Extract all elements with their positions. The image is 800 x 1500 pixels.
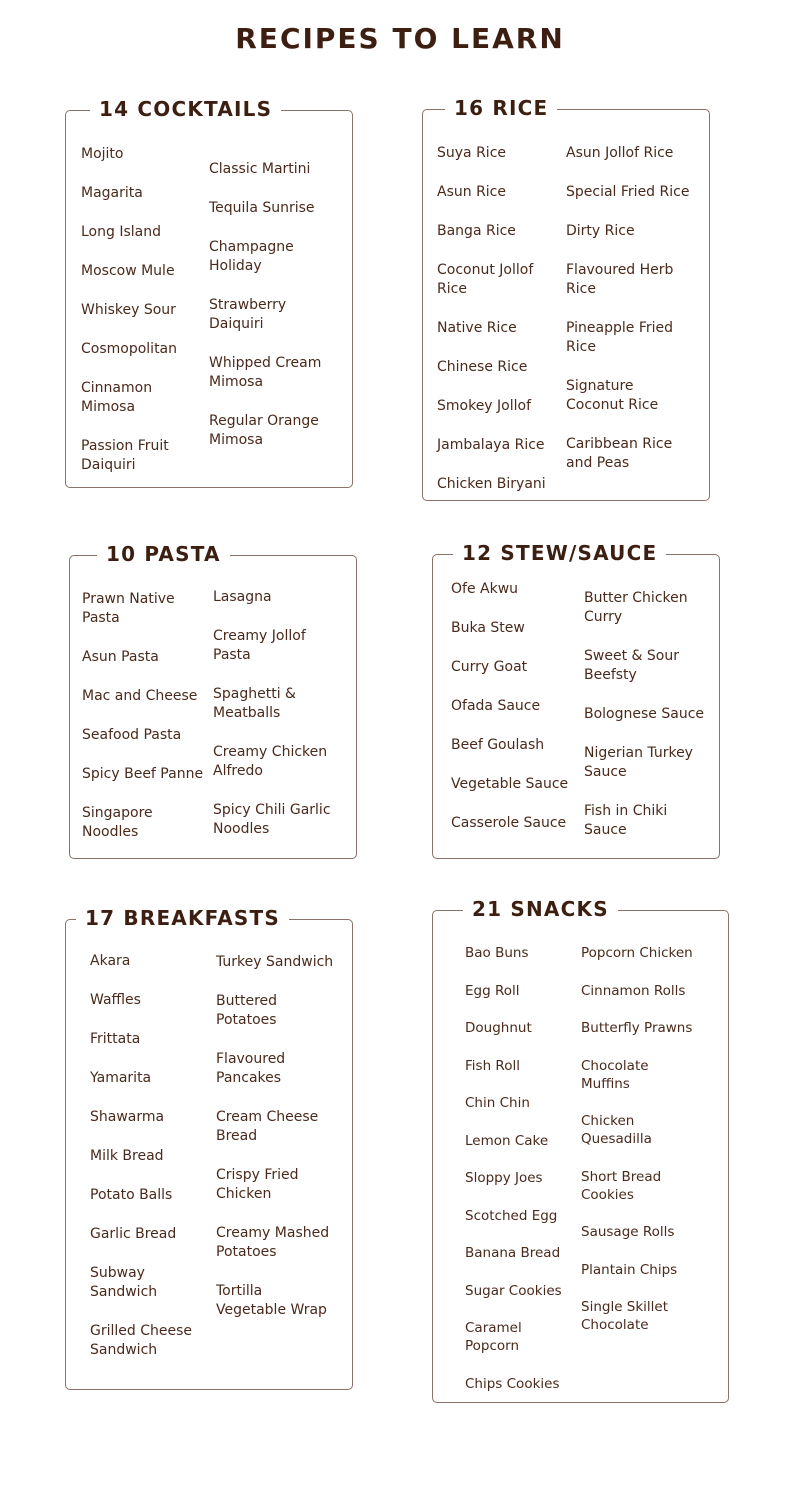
cocktails-right-item: Champagne Holiday	[209, 239, 294, 274]
pasta-right-item: Creamy Jollof Pasta	[213, 628, 306, 663]
snacks-right-item: Butterfly Prawns	[581, 1020, 693, 1036]
breakfasts-left-item: Shawarma	[90, 1109, 165, 1125]
cocktails-left-item: Cinnamon Mimosa	[81, 380, 153, 415]
breakfasts-left-item: Akara	[90, 953, 131, 969]
rice-left-item: Native Rice	[437, 320, 517, 336]
snacks-right-item: Chicken Quesadilla	[581, 1113, 652, 1147]
cocktails-card	[65, 97, 353, 488]
cocktails-left-item: Moscow Mule	[81, 263, 175, 279]
rice-left-list	[437, 144, 555, 494]
breakfasts-left-item: Frittata	[90, 1031, 141, 1047]
snacks-left-item: Lemon Cake	[465, 1132, 549, 1149]
breakfasts-right-list	[216, 953, 334, 1320]
stew-right-item: Nigerian Turkey Sauce	[584, 745, 693, 780]
breakfasts-right-item: Turkey Sandwich	[216, 954, 334, 970]
stew-left-item: Ofada Sauce	[451, 698, 541, 714]
rice-right-item: Asun Jollof Rice	[566, 145, 674, 161]
breakfasts-left-item: Grilled Cheese Sandwich	[90, 1323, 193, 1358]
stew-left-item: Beef Goulash	[451, 737, 545, 753]
stew-right-item: Sweet & Sour Beefsty	[584, 648, 679, 683]
cocktails-right-item: Regular Orange Mimosa	[209, 413, 319, 448]
rice-right-item: Caribbean Rice and Peas	[566, 436, 673, 471]
snacks-left-list	[465, 944, 577, 1393]
rice-left-item: Smokey Jollof	[437, 398, 532, 414]
cocktails-left-item: Magarita	[81, 185, 143, 201]
snacks-left-item: Egg Roll	[465, 982, 520, 999]
rice-left-item: Jambalaya Rice	[437, 437, 545, 453]
breakfasts-left-item: Waffles	[90, 992, 141, 1008]
snacks-right-list	[581, 944, 697, 1334]
stew-right-list	[584, 589, 710, 840]
pasta-left-item: Prawn Native Pasta	[82, 591, 175, 626]
cocktails-right-item: Classic Martini	[209, 161, 311, 177]
pasta-left-list	[82, 590, 204, 842]
snacks-card	[432, 897, 729, 1403]
breakfasts-left-item: Yamarita	[90, 1070, 152, 1086]
pasta-right-item: Lasagna	[213, 589, 272, 605]
snacks-heading: 21 SNACKS	[463, 895, 618, 923]
cocktails-left-item: Passion Fruit Daiquiri	[81, 438, 169, 473]
breakfasts-heading: 17 BREAKFASTS	[76, 904, 289, 932]
rice-left-item: Banga Rice	[437, 223, 516, 239]
cocktails-heading: 14 COCKTAILS	[90, 95, 281, 123]
snacks-left-item: Fish Roll	[465, 1057, 520, 1074]
stew-left-item: Curry Goat	[451, 659, 528, 675]
cocktails-right-item: Tequila Sunrise	[209, 200, 315, 216]
stew-left-item: Buka Stew	[451, 620, 525, 636]
cocktails-right-item: Whipped Cream Mimosa	[209, 355, 322, 390]
snacks-left-item: Scotched Egg	[465, 1207, 558, 1224]
rice-left-item: Chicken Biryani	[437, 476, 546, 492]
pasta-right-list	[213, 588, 339, 839]
pasta-right-item: Creamy Chicken Alfredo	[213, 744, 328, 779]
cocktails-right-list	[209, 160, 333, 450]
rice-heading: 16 RICE	[445, 94, 557, 122]
rice-card	[422, 96, 710, 501]
cocktails-left-list	[81, 145, 199, 475]
snacks-right-item: Popcorn Chicken	[581, 945, 693, 961]
snacks-left-item: Chin Chin	[465, 1095, 530, 1111]
rice-right-item: Signature Coconut Rice	[566, 378, 659, 413]
snacks-right-item: Short Bread Cookies	[581, 1168, 662, 1203]
stew-left-item: Casserole Sauce	[451, 815, 567, 831]
cocktails-left-item: Whiskey Sour	[81, 302, 176, 318]
breakfasts-right-item: Crispy Fried Chicken	[216, 1167, 299, 1202]
breakfasts-left-item: Garlic Bread	[90, 1226, 177, 1242]
pasta-left-item: Asun Pasta	[82, 649, 159, 665]
snacks-left-item: Doughnut	[465, 1020, 532, 1036]
pasta-card	[69, 542, 357, 859]
rice-right-item: Dirty Rice	[566, 223, 635, 239]
cocktails-left-item: Cosmopolitan	[81, 341, 178, 357]
snacks-left-item: Sloppy Joes	[465, 1170, 543, 1186]
stew-right-item: Fish in Chiki Sauce	[584, 803, 668, 838]
snacks-right-item: Single Skillet Chocolate	[581, 1299, 669, 1333]
cocktails-right-item: Strawberry Daiquiri	[209, 297, 287, 332]
breakfasts-left-item: Milk Bread	[90, 1148, 164, 1164]
snacks-right-item: Sausage Rolls	[581, 1224, 675, 1240]
snacks-left-item: Sugar Cookies	[465, 1282, 562, 1299]
snacks-left-item: Caramel Popcorn	[465, 1320, 522, 1354]
breakfasts-left-list	[90, 952, 204, 1360]
cocktails-left-item: Long Island	[81, 224, 161, 240]
stew-right-item: Butter Chicken Curry	[584, 590, 688, 625]
stew-heading: 12 STEW/SAUCE	[453, 539, 666, 567]
pasta-left-item: Singapore Noodles	[82, 805, 153, 840]
breakfasts-left-item: Potato Balls	[90, 1187, 173, 1203]
snacks-left-item: Banana Bread	[465, 1245, 561, 1261]
snacks-right-item: Plantain Chips	[581, 1261, 678, 1278]
stew-card	[432, 541, 720, 859]
pasta-left-item: Spicy Beef Panne	[82, 766, 204, 782]
rice-right-list	[566, 144, 690, 473]
pasta-right-item: Spicy Chili Garlic Noodles	[213, 802, 331, 837]
snacks-left-item: Bao Buns	[465, 945, 529, 961]
snacks-left-item: Chips Cookies	[465, 1375, 560, 1392]
pasta-left-item: Mac and Cheese	[82, 688, 198, 704]
rice-right-item: Pineapple Fried Rice	[566, 320, 673, 355]
breakfasts-left-item: Subway Sandwich	[90, 1265, 158, 1300]
pasta-right-item: Spaghetti & Meatballs	[213, 686, 296, 721]
pasta-heading: 10 PASTA	[97, 540, 230, 568]
snacks-right-item: Chocolate Muffins	[581, 1057, 649, 1092]
breakfasts-right-item: Cream Cheese Bread	[216, 1109, 319, 1144]
rice-left-item: Chinese Rice	[437, 359, 528, 375]
rice-left-item: Coconut Jollof Rice	[437, 262, 534, 297]
stew-left-item: Ofe Akwu	[451, 581, 519, 597]
breakfasts-card	[65, 906, 353, 1390]
cocktails-left-item: Mojito	[81, 146, 124, 162]
page-title: RECIPES TO LEARN	[235, 22, 565, 55]
breakfasts-right-item: Creamy Mashed Potatoes	[216, 1225, 330, 1260]
rice-right-item: Special Fried Rice	[566, 184, 690, 200]
rice-right-item: Flavoured Herb Rice	[566, 262, 674, 297]
rice-left-item: Suya Rice	[437, 145, 507, 161]
stew-left-list	[451, 580, 581, 833]
breakfasts-right-item: Flavoured Pancakes	[216, 1051, 286, 1086]
pasta-left-item: Seafood Pasta	[82, 727, 182, 743]
snacks-right-item: Cinnamon Rolls	[581, 982, 686, 999]
rice-left-item: Asun Rice	[437, 184, 506, 200]
breakfasts-right-item: Tortilla Vegetable Wrap	[216, 1283, 327, 1318]
stew-left-item: Vegetable Sauce	[451, 776, 569, 792]
stew-right-item: Bolognese Sauce	[584, 706, 705, 722]
breakfasts-right-item: Buttered Potatoes	[216, 993, 278, 1028]
